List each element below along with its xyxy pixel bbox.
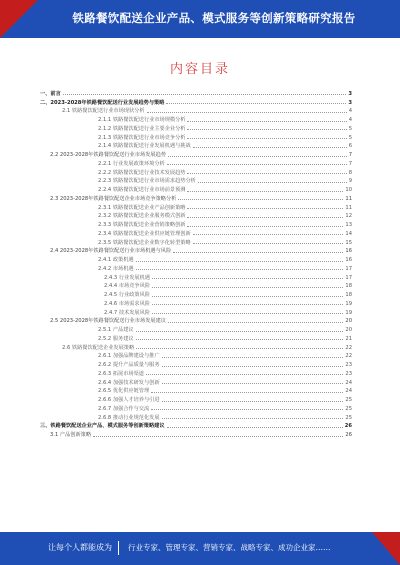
toc-entry-label: 2.1.2 铁路餐饮配送行业主要企业分析 <box>98 125 186 132</box>
toc-entry[interactable] <box>40 333 352 342</box>
toc-leader-dots <box>152 287 343 288</box>
toc-entry-label: 2.2.2 铁路餐饮配送行业技术发展趋势 <box>98 169 186 176</box>
toc-leader-dots <box>136 339 344 340</box>
table-of-contents <box>40 88 352 438</box>
toc-entry-label: 2.3.2 铁路餐饮配送企业服务模式创新 <box>98 213 186 220</box>
toc-leader-dots <box>147 112 347 113</box>
toc-entry[interactable] <box>40 351 352 360</box>
toc-leader-dots <box>152 304 343 305</box>
toc-entry-label: 2.4.5 行业政策风险 <box>104 292 150 298</box>
toc-entry-label: 2.4.6 市场需求风险 <box>104 300 150 307</box>
toc-entry-page: 24 <box>345 379 352 386</box>
toc-entry-page: 9 <box>348 178 352 185</box>
toc-leader-dots <box>136 331 344 332</box>
toc-entry[interactable] <box>40 254 352 263</box>
toc-leader-dots <box>162 383 344 384</box>
toc-entry-page: 18 <box>345 292 352 298</box>
toc-leader-dots <box>136 261 344 262</box>
toc-leader-dots <box>173 252 343 253</box>
toc-entry-label: 2.3.5 铁路餐饮配送企业数字化转型策略 <box>98 239 191 246</box>
toc-entry-label: 2.2.4 铁路餐饮配送行业市场前景预测 <box>98 187 186 193</box>
toc-leader-dots <box>162 357 344 358</box>
toc-entry[interactable] <box>40 289 352 298</box>
toc-entry-label: 三、铁路餐饮配送企业产品、模式服务等创新策略建议 <box>40 423 165 430</box>
toc-entry-page: 4 <box>348 108 352 115</box>
toc-entry-page: 3 <box>348 90 352 97</box>
toc-entry-label: 2.1.1 铁路餐饮配送行业市场规模分析 <box>98 117 186 123</box>
toc-entry-label: 二、2023-2028年铁路餐饮配送行业发展趋势与策略 <box>40 99 165 106</box>
toc-entry-label: 2.4.2 市场机遇 <box>98 265 134 272</box>
toc-entry-page: 6 <box>348 143 352 150</box>
toc-entry-page: 19 <box>345 300 352 307</box>
toc-leader-dots <box>162 401 344 402</box>
toc-entry-label: 2.3.4 铁路餐饮配送企业供应链管理创新 <box>98 230 191 237</box>
toc-entry-page: 7 <box>348 152 352 158</box>
toc-entry-label: 2.5 2023-2028年铁路餐饮配送行业市场发展建议 <box>50 318 166 325</box>
toc-leader-dots <box>151 409 343 410</box>
toc-entry-page: 10 <box>345 187 352 193</box>
toc-entry-label: 3.1 产品创新策略 <box>50 432 92 438</box>
toc-leader-dots <box>167 164 347 165</box>
toc-leader-dots <box>168 322 343 323</box>
toc-entry[interactable] <box>40 342 352 351</box>
toc-entry-page: 7 <box>348 160 352 167</box>
toc-leader-dots <box>198 182 347 183</box>
toc-entry[interactable] <box>40 97 352 106</box>
toc-entry[interactable] <box>40 202 352 211</box>
toc-entry-page: 15 <box>345 239 352 246</box>
toc-entry[interactable] <box>40 324 352 333</box>
toc-entry-page: 13 <box>345 222 352 228</box>
toc-entry[interactable] <box>40 403 352 412</box>
toc-leader-dots <box>167 427 343 428</box>
toc-entry-page: 17 <box>345 265 352 272</box>
toc-entry-page: 4 <box>348 117 352 123</box>
toc-entry-page: 20 <box>345 318 352 325</box>
toc-entry[interactable] <box>40 272 352 281</box>
footer-slogan: 让每个人都能成为 <box>48 543 112 552</box>
toc-entry[interactable] <box>40 412 352 421</box>
toc-entry[interactable] <box>40 123 352 132</box>
toc-entry-page: 21 <box>345 335 352 342</box>
toc-entry-label: 2.1.4 铁路餐饮配送行业发展机遇与挑战 <box>98 143 191 150</box>
toc-entry[interactable] <box>40 184 352 193</box>
toc-entry[interactable] <box>40 394 352 403</box>
footer-divider <box>118 541 119 555</box>
toc-entry[interactable] <box>40 88 352 97</box>
toc-entry-page: 19 <box>345 309 352 316</box>
toc-entry-label: 2.5.1 产品建议 <box>98 327 134 333</box>
toc-heading: 内容目录 <box>169 62 230 77</box>
toc-leader-dots <box>136 269 344 270</box>
toc-entry-label: 2.2 2023-2028年铁路餐饮配送行业市场发展趋势 <box>50 152 166 158</box>
toc-entry[interactable] <box>40 219 352 228</box>
toc-leader-dots <box>187 217 343 218</box>
toc-entry[interactable] <box>40 298 352 307</box>
toc-entry-label: 2.2.1 行业发展政策环境分析 <box>98 160 165 167</box>
toc-leader-dots <box>187 191 343 192</box>
toc-entry-label: 2.2.3 铁路餐饮配送行业市场需求趋势分析 <box>98 178 196 185</box>
toc-entry[interactable] <box>40 237 352 246</box>
toc-entry-label: 2.4.7 技术发展风险 <box>104 309 150 316</box>
toc-entry-page: 25 <box>345 414 352 421</box>
toc-entry-page: 12 <box>345 213 352 220</box>
toc-entry-label: 2.1 铁路餐饮配送行业市场现状分析 <box>62 108 145 115</box>
toc-entry-page: 17 <box>345 274 352 281</box>
toc-entry-label: 2.6.3 拓展市场渠道 <box>98 370 144 377</box>
toc-leader-dots <box>187 208 343 209</box>
toc-entry-label: 一、前言 <box>40 90 61 97</box>
toc-leader-dots <box>152 278 343 279</box>
footer-red-corner <box>372 532 400 565</box>
toc-leader-dots <box>178 199 343 200</box>
toc-entry-label: 2.1.3 铁路餐饮配送行业市场竞争分析 <box>98 134 186 141</box>
toc-entry-page: 20 <box>345 327 352 333</box>
toc-leader-dots <box>187 138 346 139</box>
toc-entry-label: 2.4.1 政策机遇 <box>98 257 134 263</box>
toc-entry-page: 5 <box>348 134 352 141</box>
toc-entry[interactable] <box>40 368 352 377</box>
toc-entry[interactable] <box>40 281 352 290</box>
toc-entry-page: 8 <box>348 169 352 176</box>
toc-entry-page: 22 <box>345 353 352 360</box>
toc-entry[interactable] <box>40 141 352 150</box>
toc-entry-page: 14 <box>345 230 352 237</box>
toc-entry-label: 2.5.2 服务建议 <box>98 335 134 342</box>
toc-entry[interactable] <box>40 377 352 386</box>
toc-entry[interactable] <box>40 421 352 430</box>
toc-leader-dots <box>187 121 346 122</box>
toc-leader-dots <box>193 234 344 235</box>
toc-entry-page: 11 <box>345 195 352 202</box>
toc-leader-dots <box>193 243 344 244</box>
toc-entry-page: 16 <box>345 248 352 255</box>
toc-entry-label: 2.4 2023-2028年铁路餐饮配送行业市场机遇与风险 <box>50 248 172 255</box>
report-title: 铁路餐饮配送企业产品、模式服务等创新策略研究报告 <box>72 11 356 25</box>
toc-entry-label: 2.6.7 加强合作与交流 <box>98 405 150 412</box>
toc-leader-dots <box>193 147 347 148</box>
toc-leader-dots <box>187 173 346 174</box>
toc-entry[interactable] <box>40 149 352 158</box>
toc-entry-page: 11 <box>345 204 352 211</box>
toc-entry-page: 25 <box>345 405 352 412</box>
toc-leader-dots <box>93 436 343 437</box>
toc-entry[interactable] <box>40 386 352 395</box>
toc-entry-label: 2.6 铁路餐饮配送企业发展策略 <box>62 344 135 351</box>
toc-entry-page: 22 <box>345 344 352 351</box>
toc-entry[interactable] <box>40 132 352 141</box>
toc-leader-dots <box>151 392 343 393</box>
toc-leader-dots <box>187 226 343 227</box>
toc-entry[interactable] <box>40 429 352 438</box>
header-red-corner <box>0 0 38 38</box>
toc-leader-dots <box>162 418 344 419</box>
toc-entry[interactable] <box>40 176 352 185</box>
toc-entry-page: 3 <box>348 99 352 106</box>
toc-entry[interactable] <box>40 211 352 220</box>
toc-entry[interactable] <box>40 246 352 255</box>
footer-tagline: 行业专家、管理专家、营销专家、战略专家、成功企业家…… <box>128 543 331 552</box>
toc-entry-label: 2.3 2023-2028年铁路餐饮配送企业市场竞争策略分析 <box>50 195 177 202</box>
toc-entry-page: 25 <box>345 397 352 403</box>
report-header <box>0 0 400 38</box>
toc-entry-label: 2.3.1 铁路餐饮配送企业产品创新策略 <box>98 204 186 211</box>
report-footer <box>0 532 400 565</box>
toc-entry-label: 2.6.4 加强技术研发与创新 <box>98 379 160 386</box>
toc-leader-dots <box>166 103 346 104</box>
toc-entry-label: 2.6.6 加强人才培养与引进 <box>98 397 160 403</box>
toc-entry-page: 24 <box>345 388 352 395</box>
toc-entry[interactable] <box>40 359 352 368</box>
toc-entry[interactable] <box>40 316 352 325</box>
toc-entry[interactable] <box>40 193 352 202</box>
toc-leader-dots <box>136 348 343 349</box>
toc-entry-label: 2.4.3 行业发展机遇 <box>104 274 150 281</box>
toc-leader-dots <box>162 366 344 367</box>
toc-entry[interactable] <box>40 263 352 272</box>
toc-leader-dots <box>152 313 343 314</box>
toc-entry-label: 2.6.5 优化供应链管理 <box>98 388 150 395</box>
toc-entry-label: 2.6.8 推动行业规范化发展 <box>98 414 160 421</box>
toc-entry-page: 16 <box>345 257 352 263</box>
toc-entry-label: 2.4.4 市场竞争风险 <box>104 283 150 290</box>
toc-entry-page: 26 <box>344 423 352 430</box>
toc-leader-dots <box>187 129 346 130</box>
toc-entry[interactable] <box>40 114 352 123</box>
toc-leader-dots <box>168 156 347 157</box>
toc-entry-page: 23 <box>345 362 352 368</box>
toc-entry[interactable] <box>40 158 352 167</box>
toc-entry-page: 23 <box>345 370 352 377</box>
toc-leader-dots <box>63 94 347 95</box>
toc-leader-dots <box>152 296 343 297</box>
toc-entry-page: 5 <box>348 125 352 132</box>
toc-leader-dots <box>146 374 343 375</box>
toc-entry[interactable] <box>40 106 352 115</box>
toc-entry-page: 26 <box>345 432 352 438</box>
toc-entry-page: 18 <box>345 283 352 290</box>
toc-entry[interactable] <box>40 167 352 176</box>
toc-entry-label: 2.3.3 铁路餐饮配送企业营销策略创新 <box>98 222 186 228</box>
toc-entry-label: 2.6.2 提升产品质量与服务 <box>98 362 160 368</box>
toc-entry-label: 2.6.1 加强品牌建设与推广 <box>98 353 160 360</box>
toc-entry[interactable] <box>40 228 352 237</box>
toc-entry[interactable] <box>40 307 352 316</box>
